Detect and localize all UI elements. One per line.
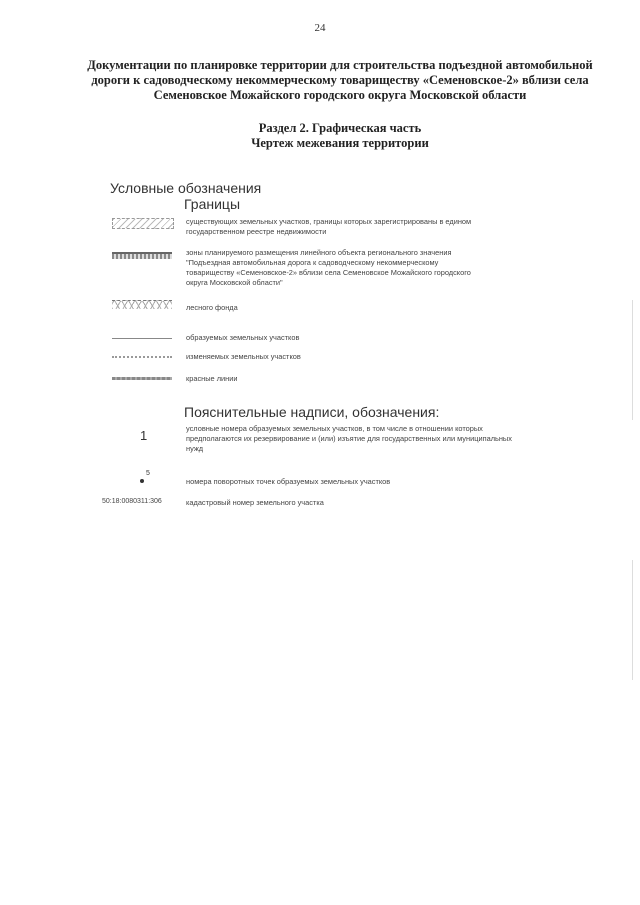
legend-heading: Условные обозначения [110,180,262,196]
red-line-icon [112,377,172,380]
section-title [60,121,620,151]
legend-text-line: нужд [186,444,204,453]
scan-edge-mark [632,300,633,420]
legend-row-turn-points [186,477,556,487]
section-line-1: Раздел 2. Графическая часть [258,121,422,135]
legend-row-parcel-numbers [186,424,556,454]
scan-edge-mark [632,560,633,680]
hatch-icon [112,218,174,229]
legend-text-line: предполагаются их резервирование и (или) изъятие для государственных или муниципальных [186,434,512,443]
forest-icon [112,300,172,309]
legend-text-line: "Подъездная автомобильная дорога к садоводческому некоммерческому [186,258,439,267]
title-line-3: Семеновское Можайского городского округа Московской области [153,88,527,102]
explanatory-heading: Пояснительные надписи, обозначения: [184,404,440,420]
legend-text-line: номера поворотных точек образуемых земельных участков [186,477,391,486]
title-line-1: Документации по планировке территории для строительства подъездной автомобильной [87,58,593,72]
cadastral-number-example: 50:18:0080311:306 [102,498,162,505]
page-number: 24 [314,22,326,34]
document-title [60,58,620,103]
legend-row-existing-parcels [186,217,556,237]
legend-text-line: лесного фонда [186,303,238,312]
dotted-line-icon [112,356,172,358]
legend-row-modified-parcels [186,352,556,362]
legend-text-line: кадастровый номер земельного участка [186,498,324,507]
legend-text-line: государственном реестре недвижимости [186,227,327,236]
legend-row-forest [186,303,556,313]
legend-text-line: округа Московской области" [186,278,283,287]
legend-text-line: существующих земельных участков, границы которых зарегистрированы в едином [186,217,472,226]
zone-icon [112,252,172,259]
turn-point-example [140,472,160,486]
legend-text-line: зоны планируемого размещения линейного объекта регионального значения [186,248,452,257]
turn-point-number: 5 [146,470,150,477]
boundaries-heading: Границы [184,196,240,212]
legend-row-cadastral [186,498,556,508]
solid-line-icon [112,338,172,339]
section-line-2: Чертеж межевания территории [251,136,429,150]
legend-text-line: образуемых земельных участков [186,333,300,342]
point-icon [140,479,144,483]
legend-row-planned-zone [186,248,556,288]
legend-text-line: изменяемых земельных участков [186,352,301,361]
title-line-2: дороги к садоводческому некоммерческому товариществу «Семеновское-2» вблизи села [91,73,589,87]
legend-row-red-lines [186,374,556,384]
legend-row-formed-parcels [186,333,556,343]
legend-text-line: товариществу «Семеновское-2» вблизи села Семеновское Можайского городского [186,268,471,277]
parcel-number-example: 1 [140,428,148,443]
legend-text-line: условные номера образуемых земельных участков, в том числе в отношении которых [186,424,483,433]
legend-text-line: красные линии [186,374,238,383]
